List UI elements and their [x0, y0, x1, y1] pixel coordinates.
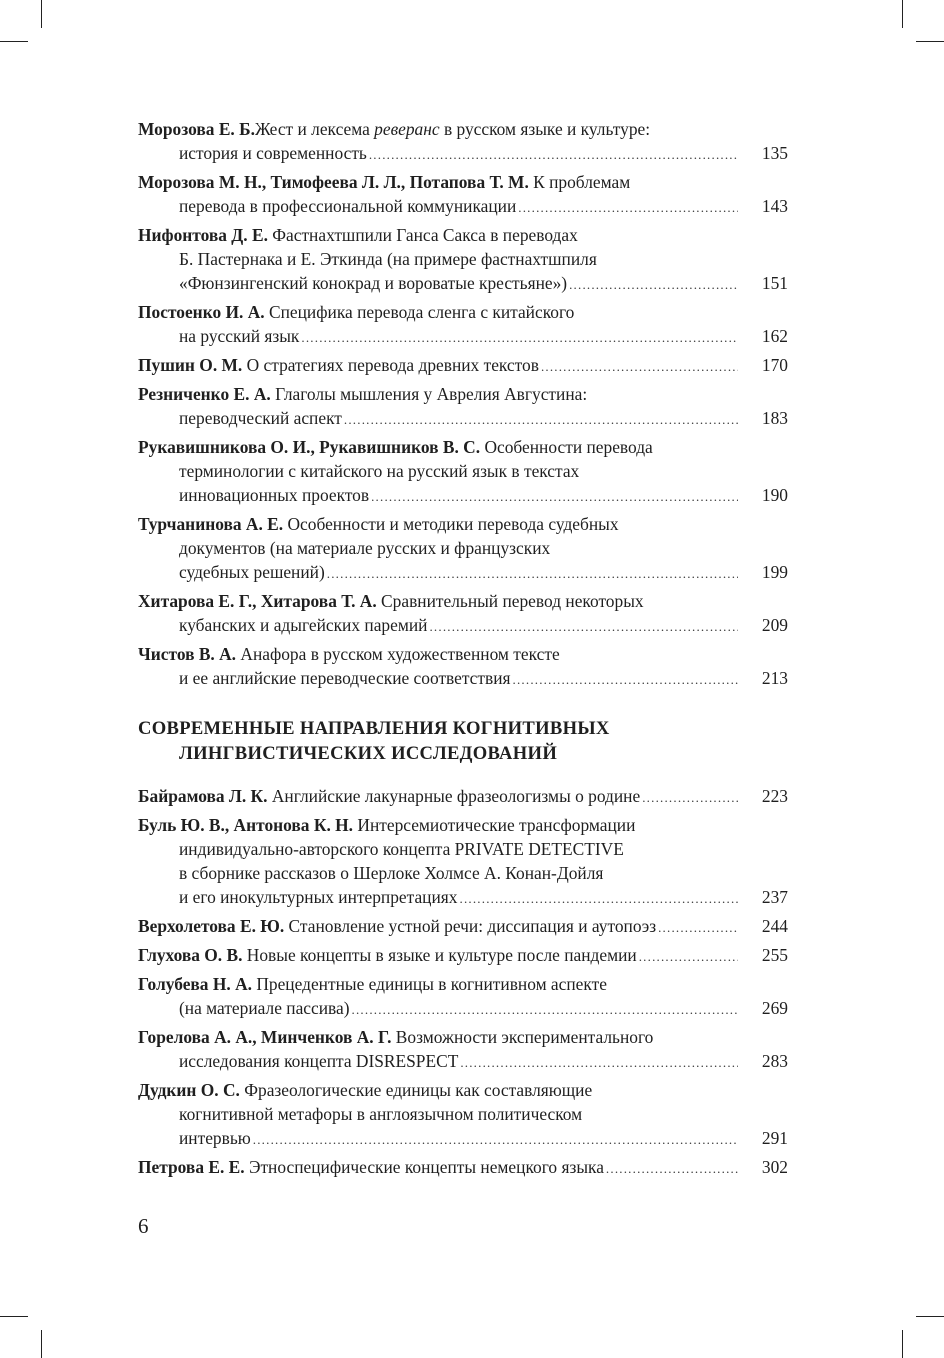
toc-entry-title: судебных решений) — [179, 562, 325, 582]
toc-entry-line — [138, 996, 790, 1020]
toc-entry-title: и его инокультурных интерпретациях — [179, 887, 458, 907]
toc-entry-line — [138, 170, 790, 194]
toc-entry-authors: Хитарова Е. Г., Хитарова Т. А. — [138, 591, 377, 611]
toc-entry-title: Сравнительный перевод некоторых — [376, 591, 644, 611]
toc-entry-line — [138, 194, 790, 218]
toc-entry-line — [138, 972, 790, 996]
toc-entry-text — [179, 996, 350, 1020]
toc-entry-page: 190 — [761, 485, 788, 505]
toc-entry — [138, 117, 790, 165]
toc-entry-page: 302 — [761, 1157, 788, 1177]
toc-entry-title: в сборнике рассказов о Шерлоке Холмсе А. Конан-Дойля — [179, 863, 604, 883]
toc-entry-title: Английские лакунарные фразеологизмы о родине — [267, 786, 641, 806]
crop-mark — [41, 1330, 42, 1358]
toc-entry-line — [138, 1025, 790, 1049]
toc-entry-title: история и современность — [179, 143, 367, 163]
toc-entry-page: 244 — [761, 916, 788, 936]
toc-entry-line — [138, 666, 790, 690]
toc-entry-authors: Буль Ю. В., Антонова К. Н. — [138, 815, 354, 835]
toc-entry-authors: Байрамова Л. К. — [138, 786, 268, 806]
toc-entry-text — [179, 141, 367, 165]
toc-entry-page: 199 — [761, 562, 788, 582]
toc-entry — [138, 589, 790, 637]
toc-entry-line — [138, 589, 790, 613]
crop-mark — [0, 1316, 28, 1317]
toc-entry-text — [138, 1155, 604, 1179]
dot-leader — [606, 1157, 738, 1181]
toc-entry-page: 183 — [761, 408, 788, 428]
toc-entry-title: Жест и лексема — [254, 119, 375, 139]
section-heading-line1: СОВРЕМЕННЫЕ НАПРАВЛЕНИЯ КОГНИТИВНЫХ — [138, 718, 610, 739]
toc-entry-text — [179, 1049, 458, 1073]
toc-entry-line — [138, 1126, 790, 1150]
toc-entry-line — [138, 642, 790, 666]
toc-entry-title: Специфика перевода сленга с китайского — [264, 302, 575, 322]
toc-entry-line — [138, 483, 790, 507]
toc-entry-line — [138, 560, 790, 584]
dot-leader — [352, 998, 738, 1022]
toc-entry-page: 269 — [761, 998, 788, 1018]
toc-entry-line — [138, 141, 790, 165]
toc-entry-title: инновационных проектов — [179, 485, 370, 505]
dot-leader — [642, 786, 738, 810]
dot-leader — [429, 615, 738, 639]
dot-leader — [569, 273, 738, 297]
toc-entry-page: 143 — [761, 196, 788, 216]
dot-leader — [327, 562, 738, 586]
toc-entry-title: Фразеологические единицы как составляющие — [239, 1080, 593, 1100]
crop-mark — [916, 41, 944, 42]
toc-entry-title: (на материале пассива) — [179, 998, 350, 1018]
toc-entry-title: Особенности и методики перевода судебных — [283, 514, 619, 534]
section-heading-line2: ЛИНГВИСТИЧЕСКИХ ИССЛЕДОВАНИЙ — [179, 743, 558, 764]
crop-mark — [916, 1316, 944, 1317]
toc-entry-title: О стратегиях перевода древних текстов — [242, 355, 539, 375]
toc-entry-line — [138, 1049, 790, 1073]
toc-entry-line — [138, 613, 790, 637]
toc-entry-text — [179, 613, 427, 637]
toc-entry-authors: Дудкин О. С. — [138, 1080, 240, 1100]
toc-entry-emphasis: реверанс — [374, 119, 440, 139]
toc-entry-title: Возможности экспериментального — [391, 1027, 654, 1047]
toc-entry-authors: Нифонтова Д. Е. — [138, 225, 268, 245]
toc-entry-title: и ее английские переводческие соответствия — [179, 668, 511, 688]
dot-leader — [460, 887, 739, 911]
toc-entry-line — [138, 117, 790, 141]
toc-entry-authors: Морозова Е. Б. — [138, 119, 255, 139]
toc-entry-line — [138, 435, 790, 459]
toc-entry — [138, 914, 790, 938]
toc-entry-title: Прецедентные единицы в когнитивном аспекте — [251, 974, 607, 994]
toc-entry-line — [138, 861, 790, 885]
toc-list-cognitive — [138, 784, 790, 1179]
toc-entry-title: перевода в профессиональной коммуникации — [179, 196, 517, 216]
toc-entry-title: на русский язык — [179, 326, 300, 346]
dot-leader — [369, 143, 738, 167]
toc-entry-title: Глаголы мышления у Аврелия Августина: — [270, 384, 588, 404]
toc-entry-text — [179, 271, 567, 295]
toc-entry — [138, 170, 790, 218]
toc-entry-text — [138, 353, 539, 377]
toc-entry-title: Новые концепты в языке и культуре после пандемии — [242, 945, 637, 965]
toc-entry-authors: Турчанинова А. Е. — [138, 514, 284, 534]
toc-entry-title: когнитивной метафоры в англоязычном политическом — [179, 1104, 583, 1124]
toc-entry — [138, 353, 790, 377]
toc-entry-title: Анафора в русском художественном тексте — [236, 644, 560, 664]
toc-entry-page: 237 — [761, 887, 788, 907]
dot-leader — [658, 916, 738, 940]
toc-entry-line — [138, 300, 790, 324]
toc-entry-text — [179, 483, 369, 507]
toc-entry-line — [138, 459, 790, 483]
toc-entry-authors: Горелова А. А., Минченков А. Г. — [138, 1027, 392, 1047]
toc-entry-text — [179, 885, 458, 909]
toc-entry — [138, 784, 790, 808]
toc-entry-title: Особенности перевода — [480, 437, 653, 457]
toc-entry — [138, 435, 790, 507]
toc-entry-title: исследования концепта DISRESPECT — [179, 1051, 459, 1071]
toc-entry-text — [138, 784, 640, 808]
toc-entry-text — [179, 1126, 251, 1150]
toc-entry-page: 170 — [761, 355, 788, 375]
toc-entry-page: 162 — [761, 326, 788, 346]
toc-entry-text — [138, 914, 656, 938]
toc-entry-title: интервью — [179, 1128, 251, 1148]
toc-entry — [138, 1155, 790, 1179]
toc-entry-authors: Верхолетова Е. Ю. — [138, 916, 285, 936]
toc-entry-line — [138, 813, 790, 837]
toc-entry-page: 291 — [761, 1128, 788, 1148]
crop-mark — [902, 1330, 903, 1358]
toc-entry-title: Интерсемиотические трансформации — [353, 815, 636, 835]
toc-entry-title: индивидуально-авторского концепта PRIVATE DETECTIVE — [179, 839, 624, 859]
toc-entry-title: кубанских и адыгейских паремий — [179, 615, 428, 635]
toc-entry-line — [138, 382, 790, 406]
toc-entry — [138, 972, 790, 1020]
toc-entry-title: К проблемам — [528, 172, 631, 192]
toc-entry-line — [138, 512, 790, 536]
dot-leader — [541, 355, 738, 379]
dot-leader — [460, 1051, 738, 1075]
toc-entry — [138, 512, 790, 584]
toc-entry-authors: Пушин О. М. — [138, 355, 243, 375]
toc-entry-authors: Глухова О. В. — [138, 945, 243, 965]
dot-leader — [344, 408, 738, 432]
toc-entry-page: 223 — [761, 786, 788, 806]
toc-entry-line — [138, 1155, 790, 1179]
toc-entry-line — [138, 353, 790, 377]
toc-entry-page: 151 — [761, 273, 788, 293]
toc-entry-line — [138, 247, 790, 271]
dot-leader — [513, 668, 738, 692]
toc-entry-title: «Фюнзингенский конокрад и вороватые крестьяне») — [179, 273, 568, 293]
toc-entry-title: документов (на материале русских и французских — [179, 538, 551, 558]
dot-leader — [518, 196, 738, 220]
toc-entry-text — [138, 943, 637, 967]
dot-leader — [301, 326, 738, 350]
toc-entry-authors: Голубева Н. А. — [138, 974, 252, 994]
toc-entry — [138, 223, 790, 295]
toc-entry-line — [138, 1102, 790, 1126]
table-of-contents — [138, 117, 790, 1184]
toc-entry-authors: Резниченко Е. А. — [138, 384, 271, 404]
toc-entry — [138, 813, 790, 909]
toc-entry-authors: Рукавишникова О. И., Рукавишников В. С. — [138, 437, 481, 457]
toc-entry-title: Б. Пастернака и Е. Эткинда (на примере фастнахтшпиля — [179, 249, 597, 269]
toc-list-translation — [138, 117, 790, 690]
toc-entry-title: Становление устной речи: диссипация и аутопоэз — [284, 916, 657, 936]
toc-entry — [138, 943, 790, 967]
toc-entry-line — [138, 837, 790, 861]
toc-entry-text — [179, 194, 516, 218]
toc-entry-line — [138, 223, 790, 247]
crop-mark — [902, 0, 903, 28]
toc-entry-page: 135 — [761, 143, 788, 163]
toc-entry-authors: Чистов В. А. — [138, 644, 237, 664]
toc-entry — [138, 1025, 790, 1073]
toc-entry-line — [138, 406, 790, 430]
toc-entry-title: терминологии с китайского на русский язык в текстах — [179, 461, 580, 481]
toc-entry-text — [179, 666, 511, 690]
toc-entry-page: 213 — [761, 668, 788, 688]
toc-entry-line — [138, 943, 790, 967]
page-number: 6 — [138, 1214, 149, 1238]
crop-mark — [41, 0, 42, 28]
toc-entry-text — [179, 406, 342, 430]
toc-entry-page: 209 — [761, 615, 788, 635]
dot-leader — [371, 485, 738, 509]
toc-entry — [138, 642, 790, 690]
toc-entry-page: 255 — [761, 945, 788, 965]
toc-entry-authors: Морозова М. Н., Тимофеева Л. Л., Потапова Т. М. — [138, 172, 529, 192]
section-heading — [138, 716, 790, 766]
dot-leader — [253, 1128, 738, 1152]
toc-entry — [138, 382, 790, 430]
toc-entry-page: 283 — [761, 1051, 788, 1071]
toc-entry-title: Фастнахтшпили Ганса Сакса в переводах — [267, 225, 578, 245]
toc-entry-line — [138, 1078, 790, 1102]
toc-entry-line — [138, 914, 790, 938]
toc-entry-line — [138, 885, 790, 909]
toc-entry-line — [138, 536, 790, 560]
toc-entry-title: Этноспецифические концепты немецкого языка — [244, 1157, 604, 1177]
toc-entry-authors: Петрова Е. Е. — [138, 1157, 245, 1177]
dot-leader — [639, 945, 738, 969]
toc-entry-line — [138, 784, 790, 808]
toc-entry-line — [138, 324, 790, 348]
toc-entry — [138, 300, 790, 348]
toc-entry-title: в русском языке и культуре: — [439, 119, 651, 139]
toc-entry-line — [138, 271, 790, 295]
toc-entry — [138, 1078, 790, 1150]
crop-mark — [0, 41, 28, 42]
toc-entry-authors: Постоенко И. А. — [138, 302, 265, 322]
toc-entry-text — [179, 324, 299, 348]
toc-entry-text — [179, 560, 325, 584]
toc-entry-title: переводческий аспект — [179, 408, 342, 428]
